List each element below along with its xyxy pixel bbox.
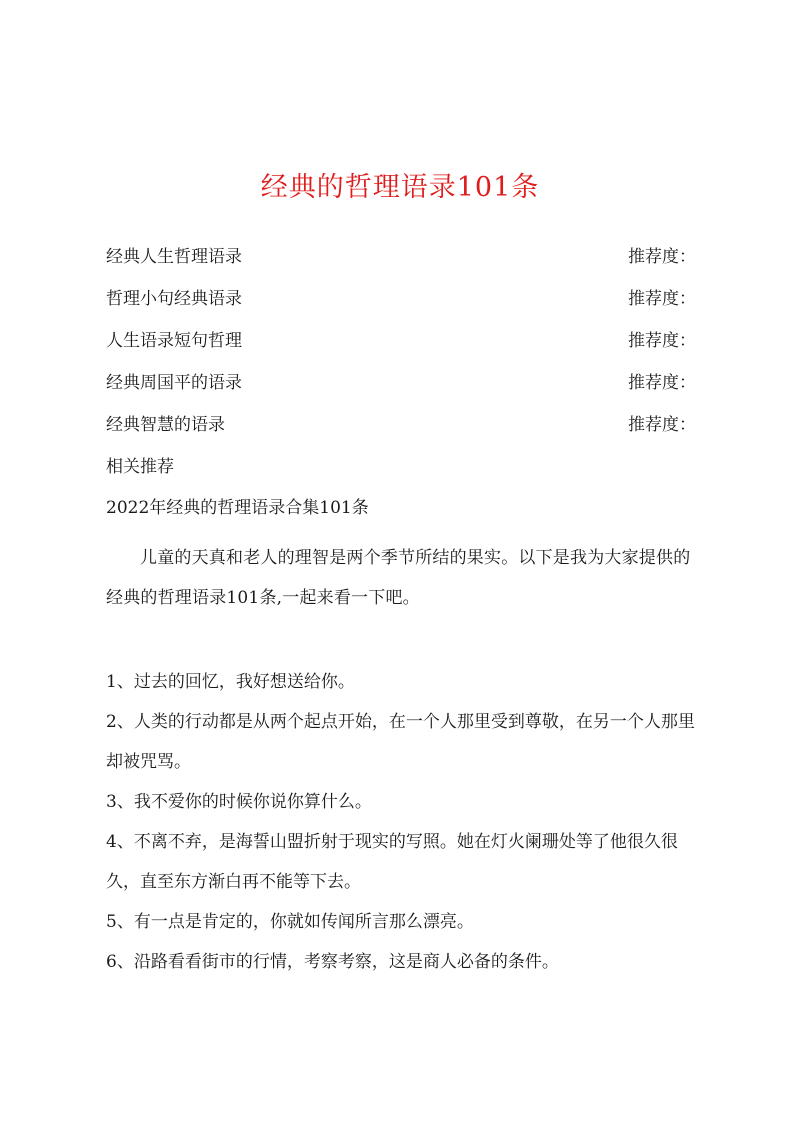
toc-recommend-label: 推荐度： [628, 289, 696, 309]
toc-recommend-label: 推荐度： [628, 331, 696, 351]
quote-item: 6、沿路看看街市的行情，考察考察，这是商人必备的条件。 [106, 952, 559, 972]
quote-item: 3、我不爱你的时候你说你算什么。 [106, 792, 372, 812]
toc-recommend-label: 推荐度： [628, 415, 696, 435]
toc-item[interactable] [106, 243, 696, 285]
intro-paragraph: 儿童的天真和老人的理智是两个季节所结的果实。以下是我为大家提供的经典的哲理语录101条,一起来看一下吧。 [106, 548, 691, 608]
toc-item[interactable] [106, 327, 696, 369]
quote-list [106, 662, 698, 982]
related-heading: 相关推荐 [106, 457, 174, 477]
toc-item[interactable] [106, 369, 696, 411]
table-of-contents [106, 243, 696, 453]
article-subtitle: 2022年经典的哲理语录合集101条 [106, 498, 369, 518]
toc-recommend-label: 推荐度： [628, 373, 696, 393]
quote-item: 2、人类的行动都是从两个起点开始，在一个人那里受到尊敬，在另一个人那里却被咒骂。 [106, 712, 695, 772]
quote-item: 4、不离不弃，是海誓山盟折射于现实的写照。她在灯火阑珊处等了他很久很久，直至东方渐白再不能等下去。 [106, 832, 678, 892]
toc-link-label[interactable]: 人生语录短句哲理 [106, 331, 242, 351]
quote-item: 1、过去的回忆，我好想送给你。 [106, 672, 355, 692]
toc-recommend-label: 推荐度： [628, 247, 696, 267]
toc-item[interactable] [106, 411, 696, 453]
toc-link-label[interactable]: 哲理小句经典语录 [106, 289, 242, 309]
toc-link-label[interactable]: 经典周国平的语录 [106, 373, 242, 393]
page-title: 经典的哲理语录101条 [260, 172, 540, 203]
toc-item[interactable] [106, 285, 696, 327]
quote-item: 5、有一点是肯定的，你就如传闻所言那么漂亮。 [106, 912, 474, 932]
toc-link-label[interactable]: 经典智慧的语录 [106, 415, 225, 435]
toc-link-label[interactable]: 经典人生哲理语录 [106, 247, 242, 267]
